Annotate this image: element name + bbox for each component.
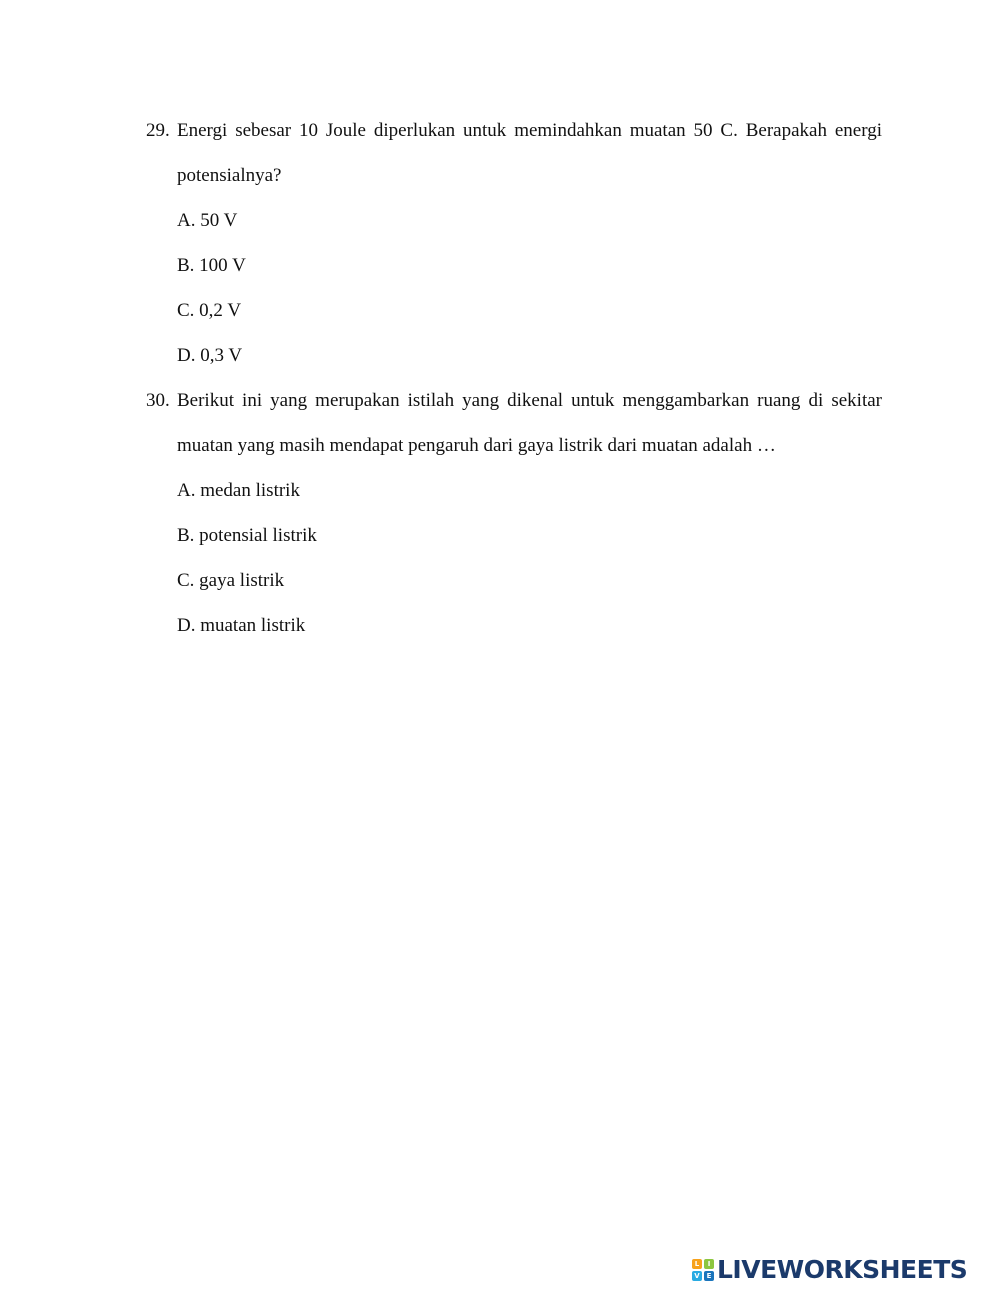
question-29 bbox=[146, 108, 882, 378]
answer-option-a[interactable]: A. medan listrik bbox=[177, 480, 300, 501]
logo-cell: V bbox=[692, 1271, 702, 1281]
liveworksheets-logo-text: LIVEWORKSHEETS bbox=[717, 1255, 968, 1284]
question-text-line: muatan yang masih mendapat pengaruh dari gaya listrik dari muatan adalah … bbox=[177, 435, 776, 456]
liveworksheets-logo-icon bbox=[692, 1259, 714, 1281]
logo-cell: E bbox=[704, 1271, 714, 1281]
answer-option-c[interactable]: C. 0,2 V bbox=[177, 300, 242, 321]
question-text-line: Energi sebesar 10 Joule diperlukan untuk memindahkan muatan 50 C. Berapakah energi bbox=[177, 120, 882, 141]
answer-option-b[interactable]: B. potensial listrik bbox=[177, 525, 317, 546]
question-number: 30. bbox=[146, 390, 170, 411]
answer-option-a[interactable]: A. 50 V bbox=[177, 210, 238, 231]
answer-option-d[interactable]: D. 0,3 V bbox=[177, 345, 243, 366]
logo-cell: L bbox=[692, 1259, 702, 1269]
answer-option-c[interactable]: C. gaya listrik bbox=[177, 570, 285, 591]
logo-cell: I bbox=[704, 1259, 714, 1269]
question-text-line: potensialnya? bbox=[177, 165, 282, 186]
question-number: 29. bbox=[146, 120, 170, 141]
liveworksheets-logo bbox=[692, 1256, 967, 1284]
answer-option-b[interactable]: B. 100 V bbox=[177, 255, 246, 276]
question-text bbox=[177, 108, 882, 198]
answer-option-d[interactable]: D. muatan listrik bbox=[177, 615, 306, 636]
question-text bbox=[177, 378, 882, 468]
question-text-line: Berikut ini yang merupakan istilah yang dikenal untuk menggambarkan ruang di sekitar bbox=[177, 390, 882, 411]
question-30 bbox=[146, 378, 882, 648]
